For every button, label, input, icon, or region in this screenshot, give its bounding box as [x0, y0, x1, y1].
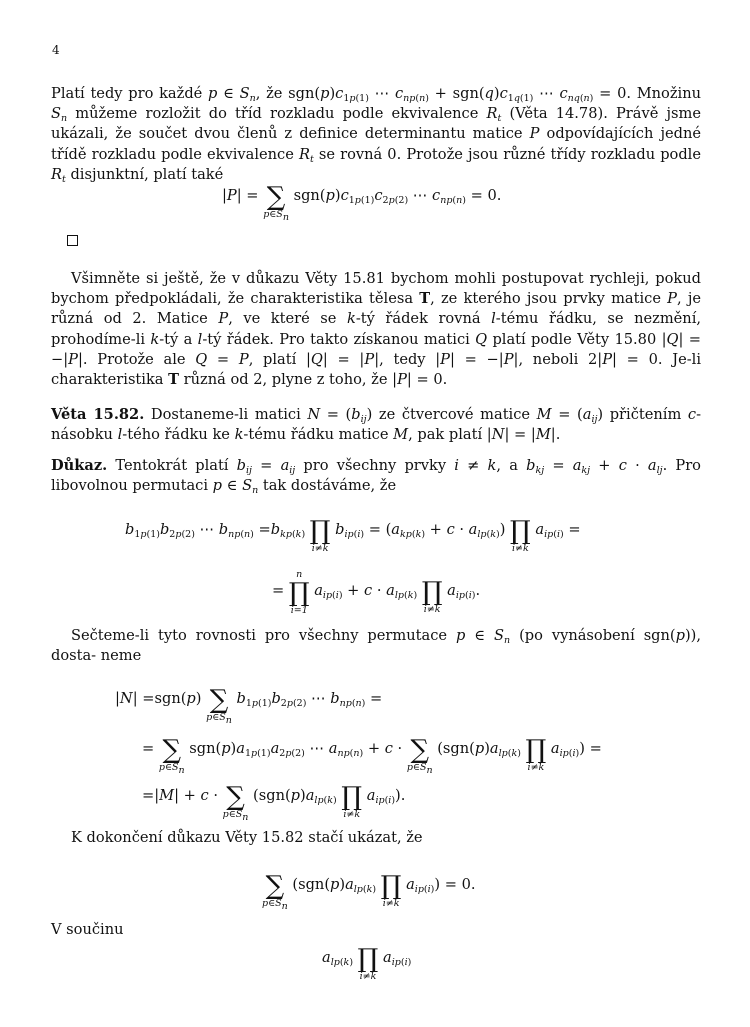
paragraph-3: Sečteme-li tyto rovnosti pro všechny permutace p ∈ $S_n$ (po vynásobení sgn(p)), dosta- neme — [51, 627, 701, 665]
qed-square-icon — [67, 235, 78, 246]
paragraph-5 — [51, 920, 701, 940]
equation-2-line-1: $b_{1p(1)}b_{2p(2)}$ ⋯ $b_{np(n)} =b_{kp(k)}$ ∏ i≠k $b_{ip(i)} = (a_{kp(k)} + c \cdot a_{lp(k)})$ ∏ i≠k $a_{ip(i)}$ = — [125, 516, 581, 554]
theorem-15-82: Věta 15.82. Dostaneme-li matici $N = (b_{ij})$ ze čtvercové matice $M = (a_{ij})$ přičtením c-násobku l-tého řádku ke k-tému řádku matice M, pak platí |N| = |M|. — [51, 406, 702, 444]
paragraph-2: Všimněte si ještě, že v důkazu Věty 15.81 bychom mohli postupovat rychleji, pokud bychom předpokládali, že charakteristika tělesa T, ze kterého jsou prvky matice P, je různá od 2. Matice P, ve které se k-tý řádek rovná l-tému řádku, se nezmění, prohodíme-li k-tý a l-tý řádek. Pro takto získanou matici Q platí podle Věty 15.80 |Q| = −|P|. Protože ale Q = P, platí |Q| = |P|, tedy |P| = −|P|, neboli 2|P| = 0. Je-li charakteristika T různá od 2, plyne z toho, že |P| = 0. — [51, 270, 702, 389]
equation-2-line-2: = n ∏ i=1 $a_{ip(i)} + c \cdot a_{lp(k)}$ ∏ i≠k $a_{ip(i)}$. — [272, 569, 481, 616]
equation-3-line-3: =|M| + c · ∑ $p\in S_n$ ($sgn(p)a_{lp(k)}$ ∏ i≠k $a_{ip(i)}$). — [142, 782, 406, 823]
paragraph-4-text: K dokončení důkazu Věty 15.82 stačí ukázat, že — [71, 829, 423, 846]
equation-1: |P| = ∑ $p\in S_n$ $sgn(p)c_{1p(1)}c_{2p(2)}$ ⋯ $c_{np(n)} = 0$. — [222, 182, 502, 223]
paragraph-4 — [51, 828, 701, 848]
proof: Důkaz. Tentokrát platí $b_{ij} = a_{ij}$ pro všechny prvky i ≠ k, a $b_{kj} = a_{kj} + c \cdot a_{lj}$. Pro libovolnou permutaci p ∈ $S_n$ tak dostáváme, že — [51, 457, 701, 497]
paragraph-5-text: V součinu — [51, 921, 124, 938]
page-number: 4 — [52, 43, 60, 57]
proof-label: Důkaz. — [51, 457, 108, 474]
paragraph-1: Platí tedy pro každé p ∈ $S_n$, že $sgn(p)c_{1p(1)}$ ⋯ $c_{np(n)} + sgn(q)c_{1q(1)}$ ⋯ $c_{nq(n)} = 0$. Množinu $S_n$ můžeme rozložit do tříd rozkladu podle ekvivalence $R_t$ (Věta 14.78). Právě jsme ukázali, že součet dvou členů z definice determinantu matice P odpovídajících jedné třídě rozkladu podle ekvivalence $R_t$ se rovná 0. Protože jsou různé třídy rozkladu podle $R_t$ disjunktní, platí také — [51, 85, 701, 185]
theorem-label: Věta 15.82. — [51, 406, 145, 423]
equation-3-line-1: |N| =sgn(p) ∑ $p\in S_n$ $b_{1p(1)}b_{2p(2)}$ ⋯ $b_{np(n)}$ = — [115, 685, 383, 726]
equation-4: ∑ $p\in S_n$ ($sgn(p)a_{lp(k)}$ ∏ i≠k $a_{ip(i)}) = 0$. — [262, 871, 476, 912]
equation-3-line-2: = ∑ $p\in S_n$ $sgn(p)a_{1p(1)}a_{2p(2)}$ ⋯ $a_{np(n)} + c$ · ∑ $p\in S_n$ ($sgn(p)a_{lp(k)}$ ∏ i≠k $a_{ip(i)}$) = — [142, 735, 602, 776]
equation-5: $a_{lp(k)}$ ∏ i≠k $a_{ip(i)}$ — [322, 944, 412, 982]
